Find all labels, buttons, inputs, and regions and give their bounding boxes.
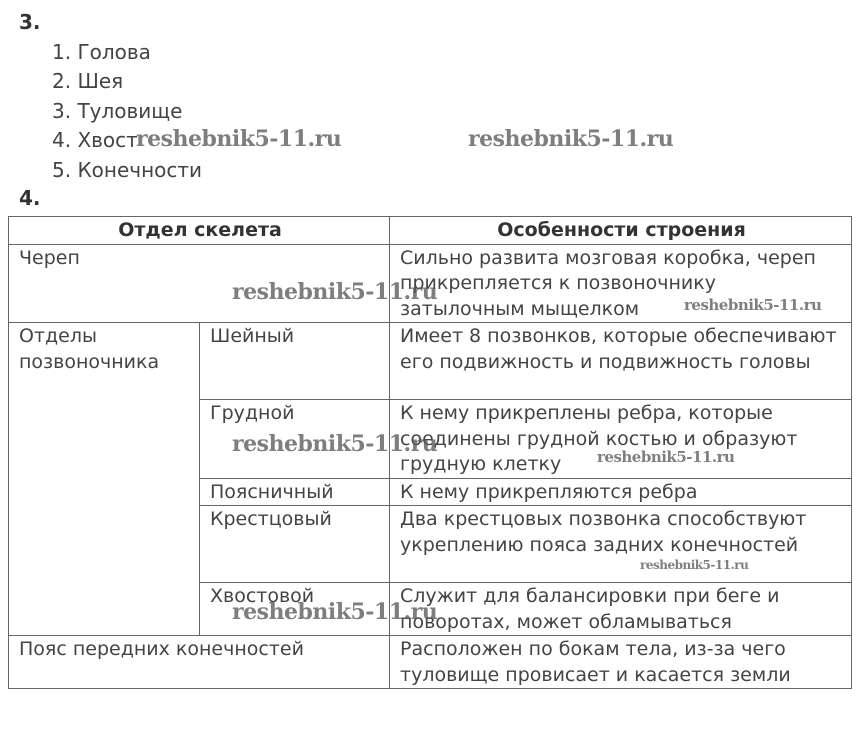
cell-spine-part-desc: Имеет 8 позвонков, которые обеспечивают его подвижность и подвижность головы (390, 323, 852, 400)
cell-spine-part-desc: Служит для балансировки при беге и поворотах, может обламываться (390, 583, 852, 636)
table-row (9, 323, 852, 400)
watermark: reshebnik5-11.ru (232, 431, 438, 457)
list-item: 2. Шея (52, 69, 124, 94)
cell-girdle-desc: Расположен по бокам тела, из-за чего туловище провисает и касается земли (390, 636, 852, 689)
header-features: Особенности строения (390, 217, 852, 245)
cell-spine-part: Поясничный (200, 478, 390, 506)
cell-spine-part-desc: К нему прикрепляются ребра (390, 478, 852, 506)
cell-skull: Череп (9, 244, 390, 323)
list-item: 3. Туловище (52, 98, 183, 123)
task-number-4: 4. (19, 186, 41, 210)
watermark: reshebnik5-11.ru (232, 599, 438, 625)
watermark: reshebnik5-11.ru (597, 448, 735, 466)
watermark: reshebnik5-11.ru (468, 126, 674, 152)
body-parts-list (52, 38, 202, 185)
task-number-3: 3. (19, 10, 41, 34)
cell-spine-part-desc: К нему прикреплены ребра, которые соединены грудной костью и образуют грудную клетку (390, 400, 852, 479)
list-item: 5. Конечности (52, 157, 203, 182)
table-row (9, 636, 852, 689)
skeleton-table (8, 216, 852, 689)
cell-spine: Отделы позвоночника (9, 323, 200, 636)
cell-girdle: Пояс передних конечностей (9, 636, 390, 689)
cell-spine-part: Шейный (200, 323, 390, 400)
watermark: reshebnik5-11.ru (640, 558, 749, 572)
table-row (9, 244, 852, 323)
list-item: 4. Хвост (52, 128, 138, 153)
watermark: reshebnik5-11.ru (684, 296, 822, 314)
cell-skull-desc: Сильно развита мозговая коробка, череп прикрепляется к позвоночнику затылочным мыщелком (390, 244, 852, 323)
watermark: reshebnik5-11.ru (136, 126, 342, 152)
watermark: reshebnik5-11.ru (232, 279, 438, 305)
cell-spine-part: Крестцовый (200, 506, 390, 583)
table-header-row (9, 217, 852, 245)
cell-spine-part: Грудной (200, 400, 390, 479)
cell-spine-part-desc: Два крестцовых позвонка способствуют укреплению пояса задних конечностей (390, 506, 852, 583)
list-item: 1. Голова (52, 40, 151, 64)
cell-spine-part: Хвостовой (200, 583, 390, 636)
header-section: Отдел скелета (9, 217, 390, 245)
